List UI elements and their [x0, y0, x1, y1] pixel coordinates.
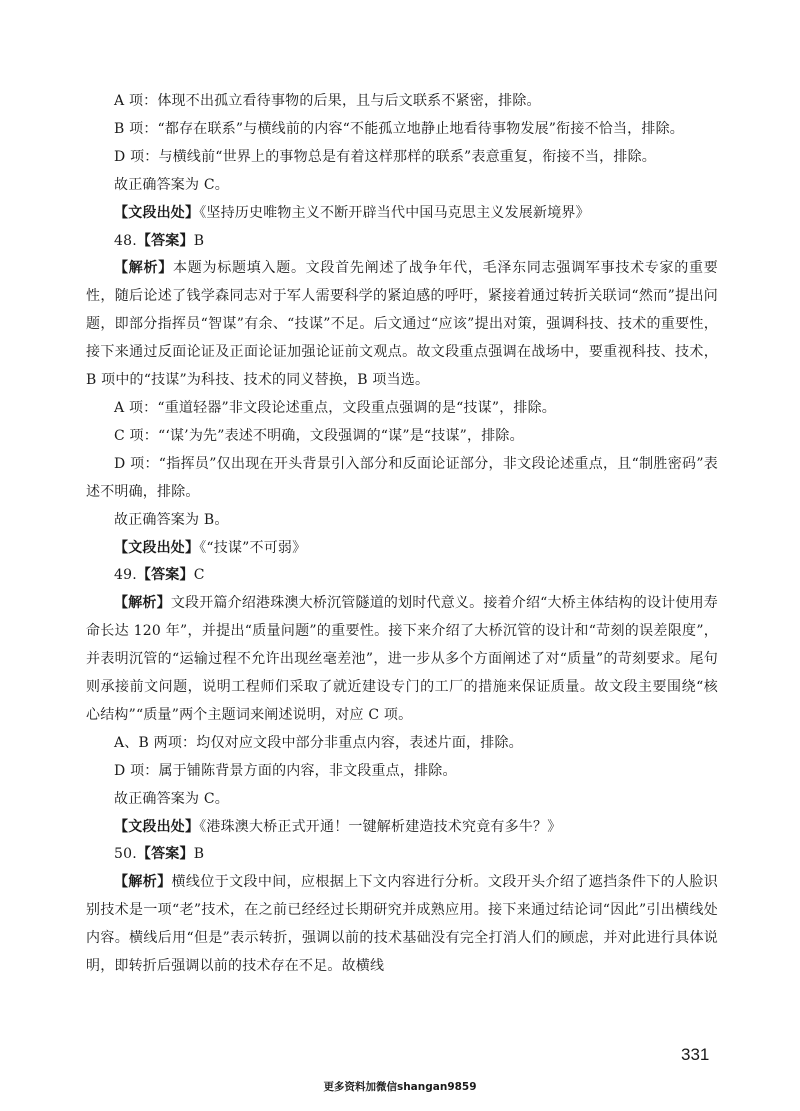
answer-label: 【答案】 — [136, 232, 194, 249]
option-b-note-47: B 项：“都存在联系”与横线前的内容“不能孤立地静止地看待事物发展”衔接不恰当，排除。 — [114, 120, 684, 137]
question-number: 48. — [114, 232, 137, 249]
option-a-note-48: A 项：“重道轻器”非文段论述重点，文段重点强调的是“技谋”，排除。 — [114, 399, 556, 416]
analysis-label: 【解析】 — [114, 874, 172, 891]
option-d-note-49: D 项：属于铺陈背景方面的内容，非文段重点，排除。 — [114, 762, 457, 779]
answer-49: 49.【答案】C — [114, 567, 205, 584]
correct-answer-47: 故正确答案为 C。 — [114, 176, 229, 193]
answer-label: 【答案】 — [136, 846, 194, 863]
source-48: 【文段出处】《“技谋”不可弱》 — [114, 539, 307, 556]
source-label: 【文段出处】 — [114, 204, 200, 221]
answer-label: 【答案】 — [136, 567, 194, 584]
analysis-48: 【解析】本题为标题填入题。文段首先阐述了战争年代，毛泽东同志强调军事技术专家的重要性，随后论述了钱学森同志对于军人需要科学的紧迫感的呼吁，紧接着通过转折关联词“然而”提出问题，即部分指挥员“智谋”有余、“技谋”不足。后文通过“应该”提出对策，强调科技、技术的重要性，接下来通过反面论证及正面论证加强论证前文观点。故文段重点强调在战场中，要重视科技、技术，B 项中的“技谋”为科技、技术的同义替换，B 项当选。 — [86, 260, 718, 389]
analysis-49: 【解析】文段开篇介绍港珠澳大桥沉管隧道的划时代意义。接着介绍“大桥主体结构的设计使用寿命长达 120 年”，并提出“质量问题”的重要性。接下来介绍了大桥沉管的设计和“苛刻的误差限度”，并表明沉管的“运输过程不允许出现丝毫差池”，进一步从多个方面阐述了对“质量”的苛刻要求。尾句则承接前文问题，说明工程师们采取了就近建设专门的工厂的措施来保证质量。故文段主要围绕“核心结构”“质量”两个主题词来阐述说明，对应 C 项。 — [86, 595, 718, 723]
answer-48: 48.【答案】B — [114, 232, 205, 249]
analysis-label: 【解析】 — [114, 260, 173, 277]
page-number: 331 — [681, 1045, 710, 1064]
answer-50: 50.【答案】B — [114, 846, 205, 863]
source-label: 【文段出处】 — [114, 818, 200, 835]
option-ab-note-49: A、B 两项：均仅对应文段中部分非重点内容，表述片面，排除。 — [114, 734, 523, 751]
source-47: 【文段出处】《坚持历史唯物主义不断开辟当代中国马克思主义发展新境界》 — [114, 204, 590, 221]
question-number: 50. — [114, 846, 137, 863]
source-label: 【文段出处】 — [114, 539, 200, 556]
analysis-50: 【解析】横线位于文段中间，应根据上下文内容进行分析。文段开头介绍了遮挡条件下的人脸识别技术是一项“老”技术，在之前已经经过长期研究并成熟应用。接下来通过结论词“因此”引出横线处内容。横线后用“但是”表示转折，强调以前的技术基础没有完全打消人们的顾虑，并对此进行具体说明，即转折后强调以前的技术存在不足。故横线 — [86, 874, 718, 975]
footer-note: 更多资料加微信shangan9859 — [323, 1081, 477, 1093]
analysis-label: 【解析】 — [114, 595, 171, 612]
correct-answer-48: 故正确答案为 B。 — [114, 511, 229, 528]
option-a-note-47: A 项：体现不出孤立看待事物的后果，且与后文联系不紧密，排除。 — [114, 93, 541, 109]
option-d-note-47: D 项：与横线前“世界上的事物总是有着这样那样的联系”表意重复，衔接不当，排除。 — [114, 148, 656, 165]
text-body — [86, 88, 718, 981]
option-c-note-48: C 项：“‘谋’为先”表述不明确，文段强调的“谋”是“技谋”，排除。 — [114, 427, 524, 444]
question-number: 49. — [114, 567, 137, 584]
correct-answer-49: 故正确答案为 C。 — [114, 790, 229, 807]
source-49: 【文段出处】《港珠澳大桥正式开通！一键解析建造技术究竟有多牛？》 — [114, 818, 562, 835]
option-d-note-48: D 项：“指挥员”仅出现在开头背景引入部分和反面论证部分，非文段论述重点，且“制胜密码”表述不明确，排除。 — [86, 455, 718, 500]
